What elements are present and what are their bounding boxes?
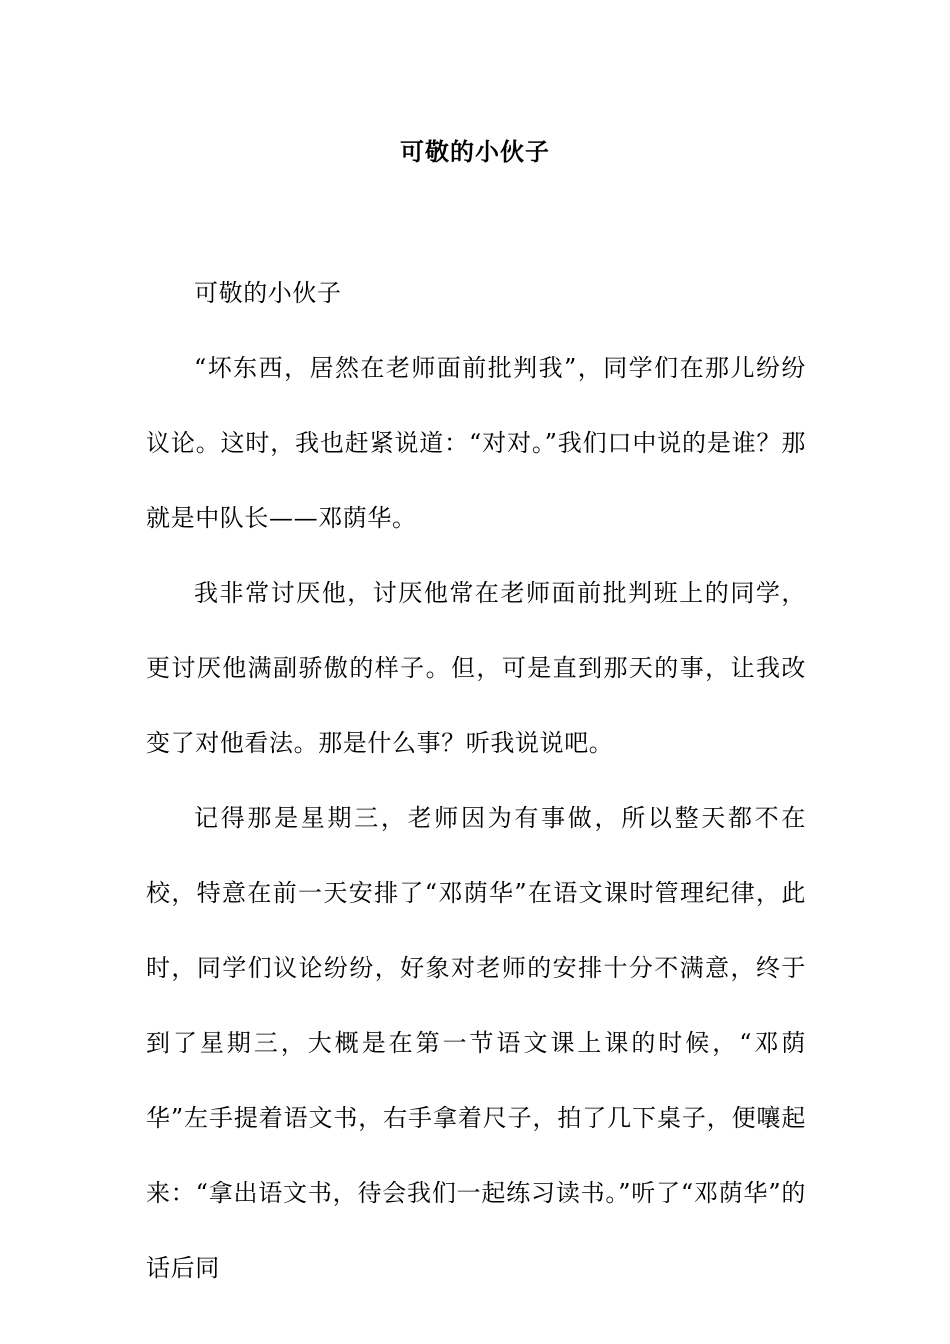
document-body	[146, 256, 806, 1306]
paragraph-1: “坏东西，居然在老师面前批判我”，同学们在那儿纷纷议论。这时，我也赶紧说道：“对对。”我们口中说的是谁？那就是中队长——邓荫华。	[146, 354, 806, 532]
paragraph-3: 记得那是星期三，老师因为有事做，所以整天都不在校，特意在前一天安排了“邓荫华”在语文课时管理纪律，此时，同学们议论纷纷，好象对老师的安排十分不满意，终于到了星期三，大概是在第一节语文课上课的时候，“邓荫华”左手提着语文书，右手拿着尺子，拍了几下桌子，便嚷起来：“拿出语文书，待会我们一起练习读书。”听了“邓荫华”的话后同	[146, 804, 806, 1282]
paragraph-subtitle: 可敬的小伙子	[194, 279, 342, 307]
paragraph-2: 我非常讨厌他，讨厌他常在老师面前批判班上的同学，更讨厌他满副骄傲的样子。但，可是直到那天的事，让我改变了对他看法。那是什么事？听我说说吧。	[146, 579, 806, 757]
document-title: 可敬的小伙子	[400, 137, 550, 166]
